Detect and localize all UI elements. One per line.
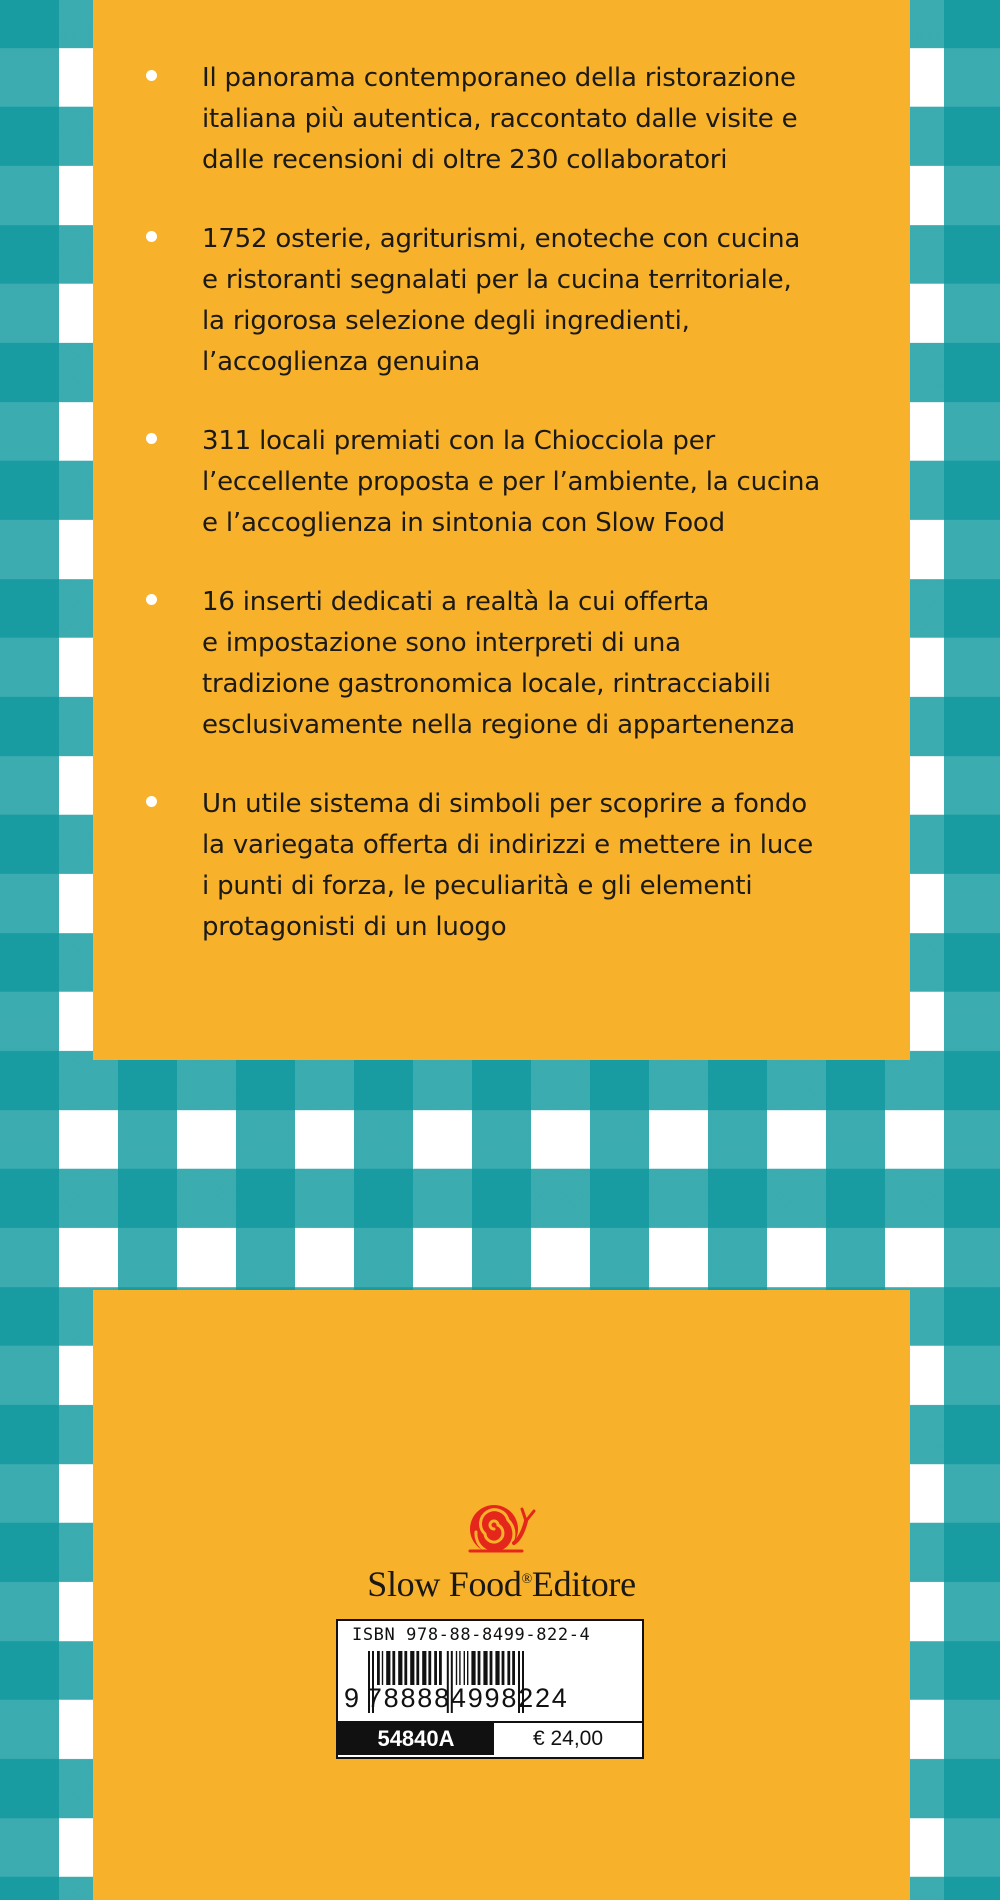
- feature-list: [93, 58, 910, 986]
- price-label: € 24,00: [532, 1727, 604, 1750]
- bullet-icon: [146, 433, 157, 444]
- publisher-name-part2: Editore: [531, 1564, 636, 1604]
- bullet-icon: [146, 796, 157, 807]
- feature-text: 16 inserti dedicati a realtà la cui offerta e impostazione sono interpreti di una tradizione gastronomica locale, rintracciabili esclusivamente nella regione di appartenenza: [202, 587, 795, 740]
- feature-item: [93, 58, 910, 181]
- code-price-row: [338, 1721, 642, 1757]
- snail-icon: [464, 1495, 540, 1559]
- isbn-text: ISBN 978-88-8499-822-4: [352, 1625, 591, 1645]
- barcode-label: [336, 1619, 644, 1759]
- product-code: 54840A: [338, 1723, 494, 1755]
- ean-first-digit: 9: [344, 1683, 361, 1713]
- feature-text: 1752 osterie, agriturismi, enoteche con cucina e ristoranti segnalati per la cucina territoriale, la rigorosa selezione degli ingredienti, l’accoglienza genuina: [202, 224, 801, 377]
- publisher-panel: [93, 1290, 910, 1900]
- feature-text: Il panorama contemporaneo della ristorazione italiana più autentica, raccontato dalle visite e dalle recensioni di oltre 230 collaboratori: [202, 63, 798, 175]
- bullet-icon: [146, 70, 157, 81]
- feature-item: [93, 421, 910, 544]
- features-panel: [93, 0, 910, 1060]
- bullet-icon: [146, 231, 157, 242]
- bullet-icon: [146, 594, 157, 605]
- publisher-logo: [93, 1495, 910, 1605]
- feature-item: [93, 582, 910, 746]
- ean-rest-digits: 788884998224: [366, 1683, 569, 1713]
- feature-item: [93, 784, 910, 948]
- feature-text: Un utile sistema di simboli per scoprire a fondo la variegata offerta di indirizzi e mettere in luce i punti di forza, le peculiarità e gli elementi protagonisti di un luogo: [202, 789, 813, 942]
- publisher-name: [93, 1563, 910, 1605]
- ean-digits: [344, 1683, 638, 1714]
- feature-text: 311 locali premiati con la Chiocciola per l’eccellente proposta e per l’ambiente, la cucina e l’accoglienza in sintonia con Slow Food: [202, 426, 821, 538]
- publisher-name-part1: Slow Food: [367, 1564, 522, 1604]
- registered-mark: ®: [521, 1572, 532, 1587]
- feature-item: [93, 219, 910, 383]
